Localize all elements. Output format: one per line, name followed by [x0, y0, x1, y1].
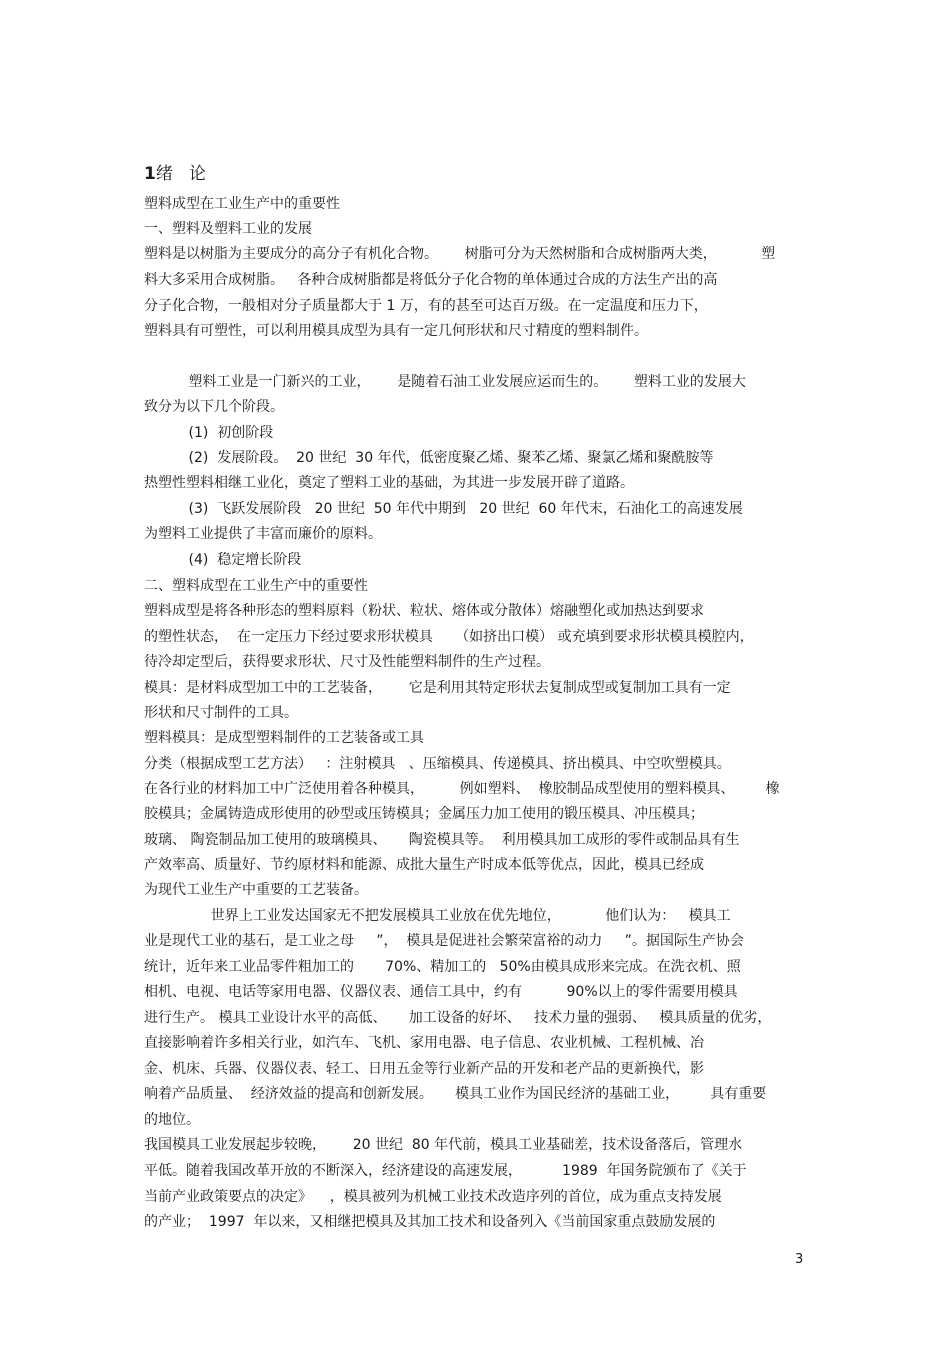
- text-line: 世界上工业发达国家无不把发展模具工业放在优先地位， 他们认为： 模具工: [144, 908, 731, 924]
- text-line: 塑料工业是一门新兴的工业， 是随着石油工业发展应运而生的。 塑料工业的发展大: [144, 374, 746, 390]
- text-line: 的塑性状态， 在一定压力下经过要求形状模具 （如挤出口模） 或充填到要求形状模具模腔内，: [144, 629, 754, 645]
- page-number: 3: [795, 1252, 804, 1267]
- text-line: 分子化合物，一般相对分子质量都大于 1 万，有的甚至可达百万级。在一定温度和压力下，: [144, 298, 708, 314]
- text-line: 进行生产。 模具工业设计水平的高低、 加工设备的好坏、 技术力量的强弱、 模具质量的优劣，: [144, 1010, 772, 1026]
- text-line: (4) 稳定增长阶段: [144, 552, 302, 568]
- text-line: 二、塑料成型在工业生产中的重要性: [144, 578, 368, 594]
- text-line: 相机、电视、电话等家用电器、仪器仪表、通信工具中，约有 90%以上的零件需要用模具: [144, 984, 738, 1000]
- text-line: 直接影响着许多相关行业，如汽车、飞机、家用电器、电子信息、农业机械、工程机械、冶: [144, 1035, 704, 1051]
- text-line: 金、机床、兵器、仪器仪表、轻工、日用五金等行业新产品的开发和老产品的更新换代，影: [144, 1061, 704, 1077]
- text-line: 致分为以下几个阶段。: [144, 399, 284, 415]
- text-line: 的地位。: [144, 1112, 200, 1128]
- text-line: 塑料成型在工业生产中的重要性: [144, 196, 340, 212]
- text-line: 响着产品质量、 经济效益的提高和创新发展。 模具工业作为国民经济的基础工业， 具有重要: [144, 1086, 767, 1102]
- text-line: 产效率高、质量好、节约原材料和能源、成批大量生产时成本低等优点，因此，模具已经成: [144, 857, 704, 873]
- section-title: 绪 论: [155, 164, 207, 184]
- text-line: 玻璃、 陶瓷制品加工使用的玻璃模具、 陶瓷模具等。 利用模具加工成形的零件或制品具有生: [144, 832, 740, 848]
- text-line: 平低。随着我国改革开放的不断深入，经济建设的高速发展， 1989 年国务院颁布了《关于: [144, 1163, 747, 1179]
- text-line: 塑料具有可塑性，可以利用模具成型为具有一定几何形状和尺寸精度的塑料制件。: [144, 323, 648, 339]
- text-line: 胶模具；金属铸造成形使用的砂型或压铸模具；金属压力加工使用的锻压模具、冲压模具；: [144, 806, 704, 822]
- text-line: 塑料模具：是成型塑料制件的工艺装备或工具: [144, 730, 424, 746]
- text-line: 为现代工业生产中重要的工艺装备。: [144, 882, 368, 898]
- text-line: 塑料是以树脂为主要成分的高分子有机化合物。 树脂可分为天然树脂和合成树脂两大类， 塑: [144, 246, 776, 262]
- text-line: 模具：是材料成型加工中的工艺装备， 它是利用其特定形状去复制成型或复制加工具有一定: [144, 680, 731, 696]
- text-line: 塑料成型是将各种形态的塑料原料（粉状、粒状、熔体或分散体）熔融塑化或加热达到要求: [144, 603, 704, 619]
- text-line: 我国模具工业发展起步较晚， 20 世纪 80 年代前，模具工业基础差，技术设备落后，管理水: [144, 1137, 743, 1153]
- section-heading: [144, 163, 206, 185]
- text-line: 业是现代工业的基石，是工业之母 ”， 模具是促进社会繁荣富裕的动力 ”。据国际生产协会: [144, 933, 744, 949]
- text-line: 的产业； 1997 年以来，又相继把模具及其加工技术和设备列入《当前国家重点鼓励发展的: [144, 1214, 716, 1230]
- text-line: 料大多采用合成树脂。 各种合成树脂都是将低分子化合物的单体通过合成的方法生产出的高: [144, 272, 718, 288]
- text-line: 当前产业政策要点的决定》 ，模具被列为机械工业技术改造序列的首位，成为重点支持发展: [144, 1189, 722, 1205]
- text-line: (2) 发展阶段。 20 世纪 30 年代，低密度聚乙烯、聚苯乙烯、聚氯乙烯和聚酰胺等: [144, 450, 714, 466]
- text-line: (3) 飞跃发展阶段 20 世纪 50 年代中期到 20 世纪 60 年代末，石油化工的高速发展: [144, 501, 743, 517]
- text-line: (1) 初创阶段: [144, 425, 274, 441]
- text-line: 待冷却定型后，获得要求形状、尺寸及性能塑料制件的生产过程。: [144, 654, 550, 670]
- text-line: 分类（根据成型工艺方法） ：注射模具 、压缩模具、传递模具、挤出模具、中空吹塑模具。: [144, 756, 731, 772]
- text-line: 形状和尺寸制件的工具。: [144, 705, 298, 721]
- text-line: 统计，近年来工业品零件粗加工的 70%、精加工的 50%由模具成形来完成。在洗衣机、照: [144, 959, 741, 975]
- text-line: 在各行业的材料加工中广泛使用着各种模具， 例如塑料、 橡胶制品成型使用的塑料模具、 橡: [144, 781, 780, 797]
- text-line: 为塑料工业提供了丰富而廉价的原料。: [144, 526, 382, 542]
- text-line: 一、塑料及塑料工业的发展: [144, 221, 312, 237]
- text-line: 热塑性塑料相继工业化，奠定了塑料工业的基础，为其进一步发展开辟了道路。: [144, 475, 634, 491]
- section-number: 1: [144, 164, 156, 184]
